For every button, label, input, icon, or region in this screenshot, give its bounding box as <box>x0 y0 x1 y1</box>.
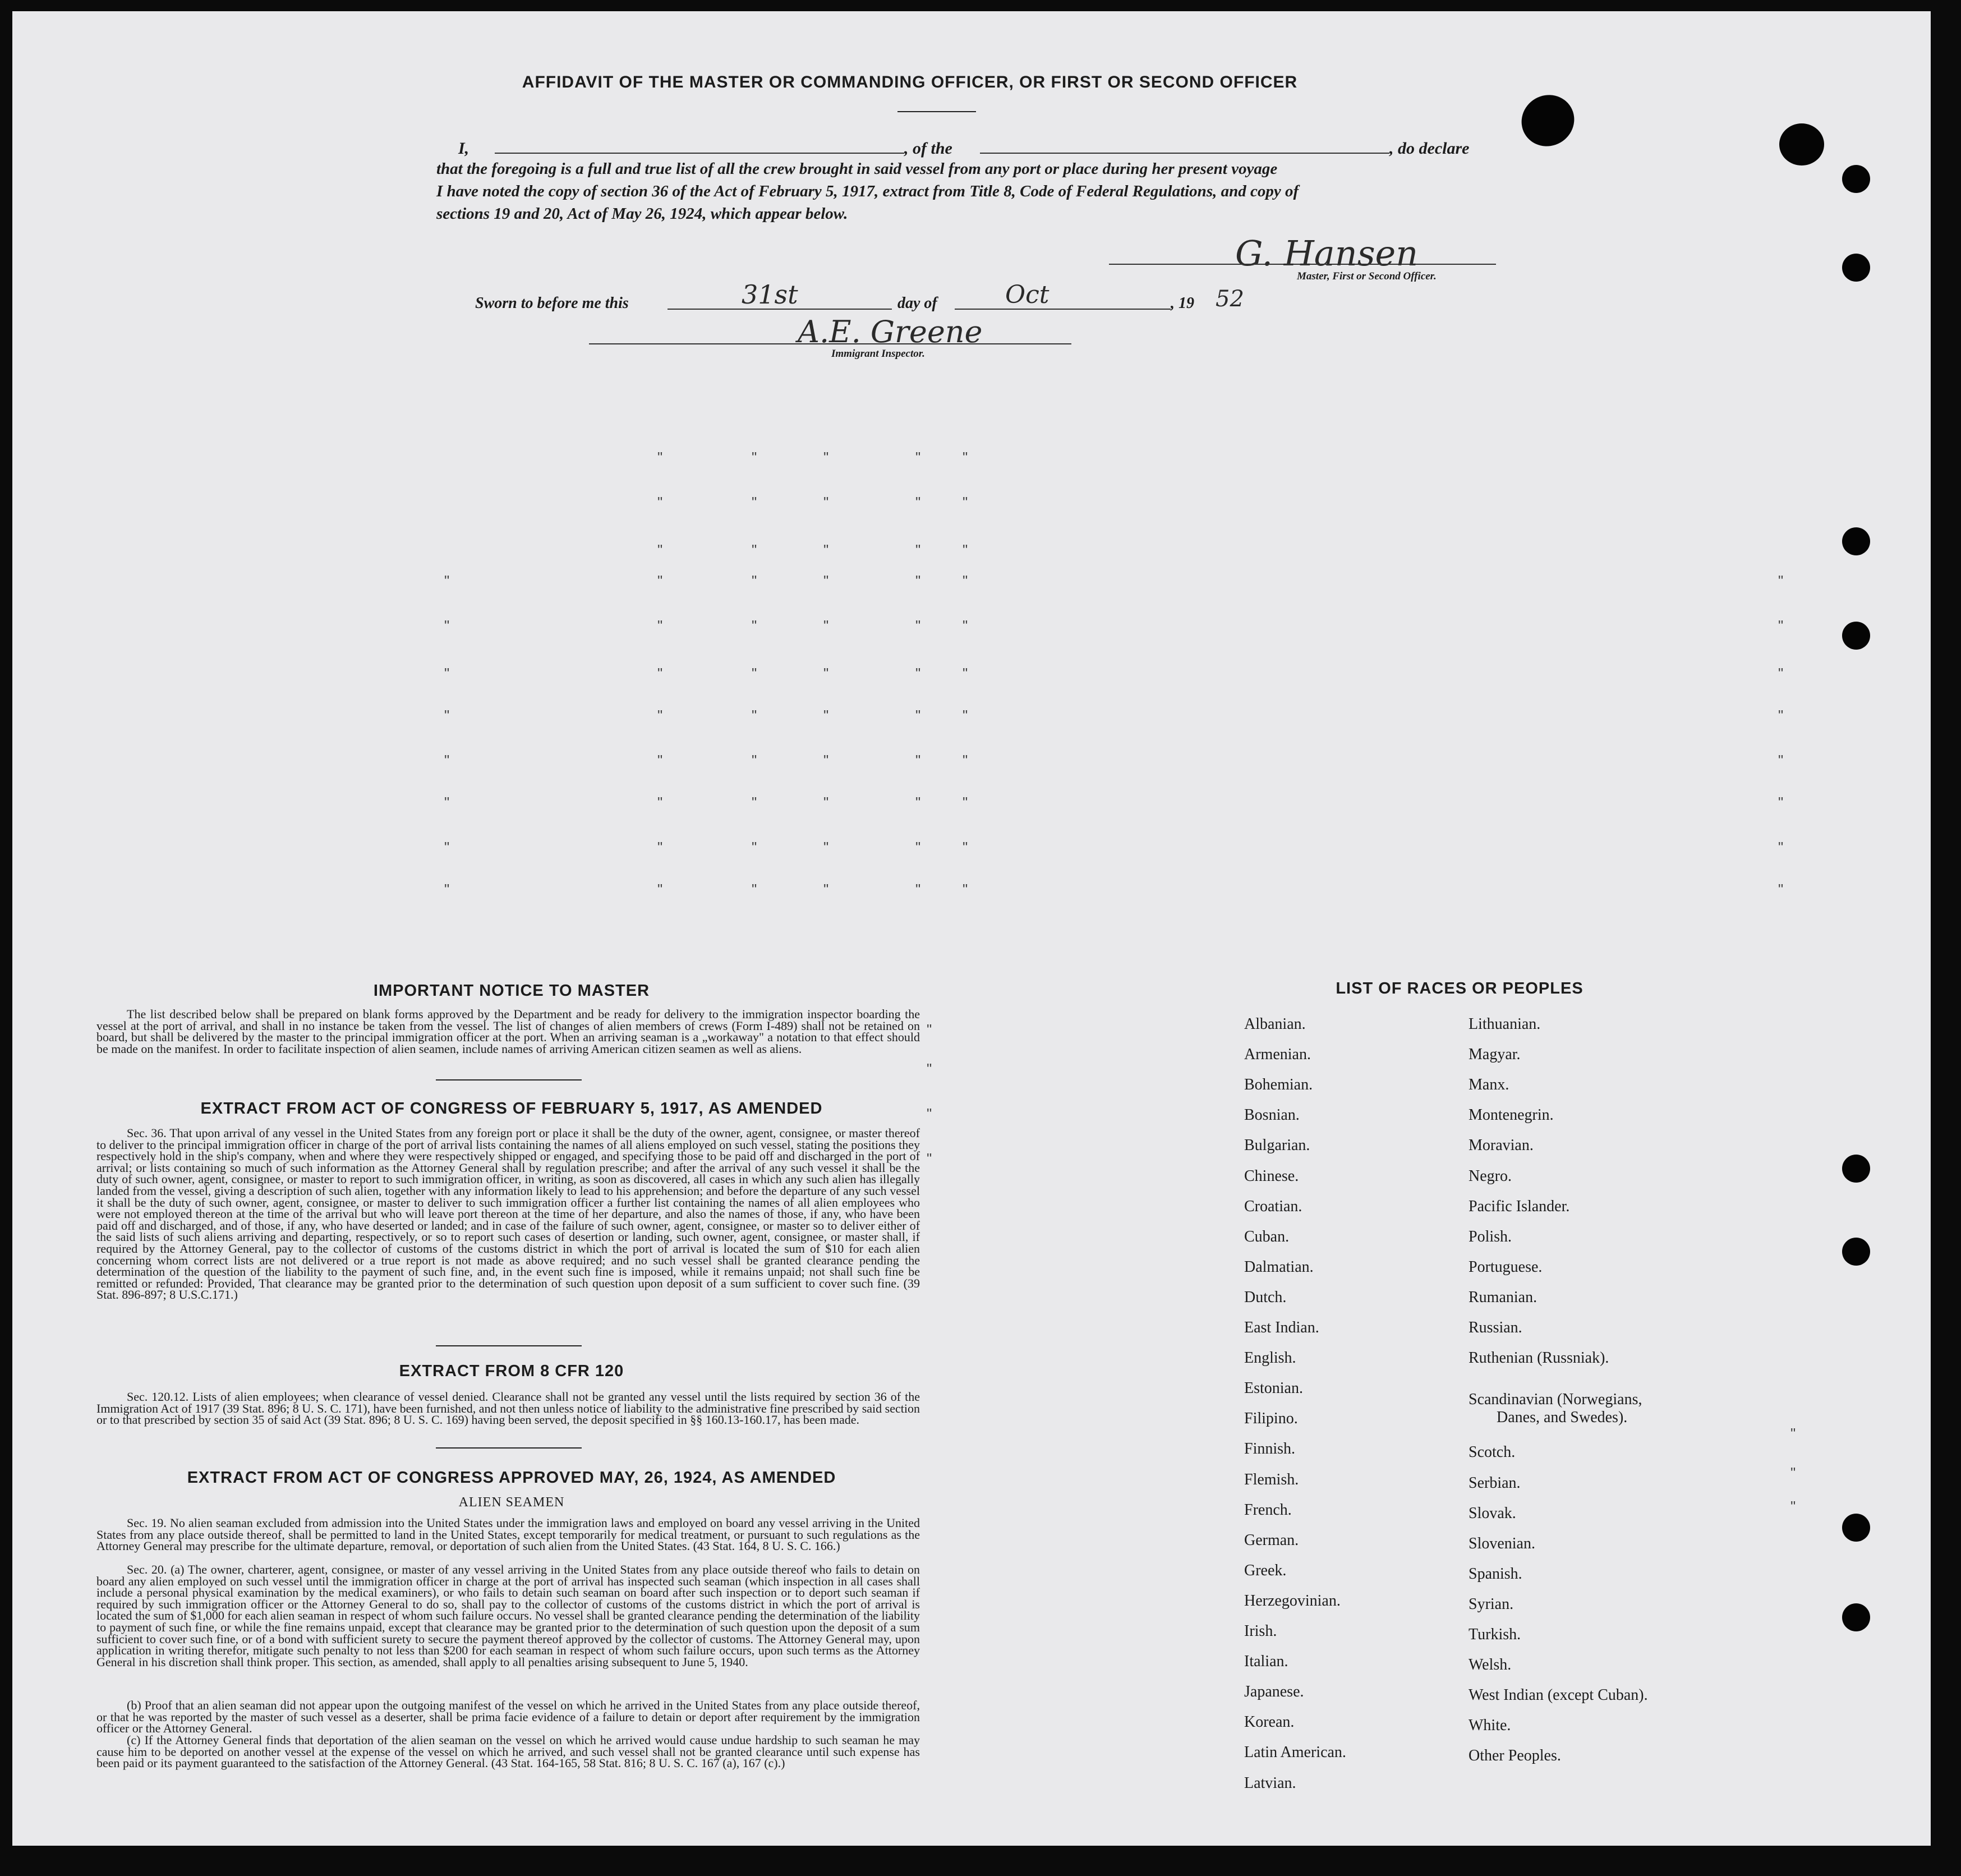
year-value: 52 <box>1216 286 1244 312</box>
ditto-mark: " <box>1778 839 1784 856</box>
race-item: Filipino. <box>1244 1410 1298 1428</box>
race-item: Montenegrin. <box>1469 1106 1554 1124</box>
declarant-name-field[interactable] <box>495 153 904 154</box>
races-title: LIST OF RACES OR PEOPLES <box>1336 980 1583 997</box>
race-item: Armenian. <box>1244 1046 1311 1064</box>
race-item: Rumanian. <box>1469 1288 1538 1306</box>
extract-1924-title: EXTRACT FROM ACT OF CONGRESS APPROVED MAY, 26, 1924, AS AMENDED <box>187 1469 836 1487</box>
ink-blot <box>1779 123 1824 165</box>
ditto-mark: " <box>752 572 757 589</box>
ditto-mark: " <box>823 794 829 811</box>
ditto-mark: " <box>823 881 829 898</box>
ditto-mark: " <box>657 881 663 898</box>
ditto-mark: " <box>915 541 921 558</box>
ditto-mark: " <box>1778 572 1784 589</box>
ditto-mark: " <box>915 752 921 769</box>
race-item: Dutch. <box>1244 1288 1287 1306</box>
ditto-mark: " <box>752 881 757 898</box>
alien-seamen-subtitle: ALIEN SEAMEN <box>458 1495 565 1510</box>
race-item: Spanish. <box>1469 1565 1522 1583</box>
race-item: Irish. <box>1244 1622 1277 1640</box>
race-item: Pacific Islander. <box>1469 1197 1570 1215</box>
ditto-mark: " <box>1790 1425 1796 1442</box>
punch-hole <box>1842 1603 1870 1631</box>
race-item: Latvian. <box>1244 1774 1296 1792</box>
race-item: Magyar. <box>1469 1046 1521 1064</box>
punch-hole <box>1842 254 1870 282</box>
vessel-name-field[interactable] <box>980 153 1389 154</box>
ditto-mark: " <box>444 707 450 724</box>
affidavit-body-3: sections 19 and 20, Act of May 26, 1924, which appear below. <box>436 205 848 223</box>
race-item: Greek. <box>1244 1561 1287 1579</box>
month-value: Oct <box>1005 281 1049 309</box>
ditto-mark: " <box>752 794 757 811</box>
punch-hole <box>1842 622 1870 650</box>
ditto-mark: " <box>1778 881 1784 898</box>
race-item: Manx. <box>1469 1076 1509 1094</box>
ditto-mark: " <box>963 881 968 898</box>
ditto-mark: " <box>963 449 968 466</box>
ditto-mark: " <box>823 572 829 589</box>
ditto-mark: " <box>657 617 663 634</box>
race-item: Danes, and Swedes). <box>1497 1409 1628 1427</box>
ditto-mark: " <box>657 752 663 769</box>
document-page <box>12 11 1931 1846</box>
race-item: Portuguese. <box>1469 1258 1543 1276</box>
race-item: Albanian. <box>1244 1015 1306 1033</box>
race-item: Serbian. <box>1469 1474 1521 1492</box>
ditto-mark: " <box>444 665 450 682</box>
ditto-mark: " <box>752 752 757 769</box>
race-item: Latin American. <box>1244 1744 1346 1762</box>
notice-text: The list described below shall be prepared on blank forms approved by the Department and be ready for delivery to the immigration inspector boarding the vessel at the port of arrival, and shall in no instance be taken from the vessel. The list of changes of alien members of crews (Form I-489) shall not be retained on board, but shall be delivered by the master to the principal immigration officer at the port. When an arriving seaman is a „workaway" a notation to that effect should be made on the manifest. In order to facilitate inspection of alien seamen, include names of arriving American citizen seamen as well as aliens. <box>96 1007 920 1056</box>
extract-cfr-text: Sec. 120.12. Lists of alien employees; when clearance of vessel denied. Clearance shall not be granted any vessel until the lists required by section 36 of the Immigration Act of 1917 (39 Stat. 896; 8 U. S. C. 171), have been furnished, and not then unless notice of liability to the administrative fine prescribed by said section or to that prescribed by section 35 of said Act (39 Stat. 896; 8 U. S. C. 169) having been served, the deposit specified in §§ 160.13-160.17, has been made. <box>96 1390 920 1427</box>
race-item: Italian. <box>1244 1653 1288 1671</box>
ditto-mark: " <box>657 707 663 724</box>
ditto-mark: " <box>444 617 450 634</box>
ditto-mark: " <box>927 1060 932 1077</box>
ditto-mark: " <box>752 541 757 558</box>
ditto-mark: " <box>657 794 663 811</box>
ditto-mark: " <box>752 839 757 856</box>
ditto-mark: " <box>963 541 968 558</box>
race-item: Dalmatian. <box>1244 1258 1314 1276</box>
ditto-mark: " <box>927 1150 932 1167</box>
race-item: Other Peoples. <box>1469 1747 1561 1765</box>
race-item: Ruthenian (Russniak). <box>1469 1349 1609 1367</box>
race-item: Korean. <box>1244 1713 1295 1731</box>
race-item: Syrian. <box>1469 1595 1514 1613</box>
punch-hole <box>1842 1514 1870 1542</box>
race-item: Bosnian. <box>1244 1106 1300 1124</box>
ditto-mark: " <box>915 665 921 682</box>
race-item: English. <box>1244 1349 1296 1367</box>
race-item: Russian. <box>1469 1319 1522 1336</box>
ditto-mark: " <box>1778 617 1784 634</box>
ditto-mark: " <box>444 839 450 856</box>
i-label: I, <box>458 139 469 158</box>
ditto-mark: " <box>1778 752 1784 769</box>
punch-hole <box>1842 1155 1870 1183</box>
ditto-mark: " <box>752 617 757 634</box>
ditto-mark: " <box>963 494 968 511</box>
affidavit-body-2: I have noted the copy of section 36 of the Act of February 5, 1917, extract from Title 8, Code of Federal Regulations, and copy of <box>436 182 1299 200</box>
race-item: Scandinavian (Norwegians, <box>1469 1391 1642 1409</box>
ditto-mark: " <box>1778 665 1784 682</box>
race-item: Estonian. <box>1244 1380 1303 1397</box>
race-item: Scotch. <box>1469 1443 1516 1461</box>
ditto-mark: " <box>963 839 968 856</box>
inspector-caption: Immigrant Inspector. <box>831 348 925 360</box>
extract-1924-sec20b: (b) Proof that an alien seaman did not appear upon the outgoing manifest of the vessel on which he arrived in the United States from any place outside thereof, or that he was reported by the master of such vessel as a deserter, shall be prima facie evidence of a failure to detain or deport after requirement by the immigration officer or the Attorney General. <box>96 1698 920 1736</box>
ditto-mark: " <box>444 572 450 589</box>
ditto-mark: " <box>963 752 968 769</box>
master-caption: Master, First or Second Officer. <box>1297 270 1437 282</box>
extract-1917-text: Sec. 36. That upon arrival of any vessel in the United States from any foreign port or place it shall be the duty of the owner, agent, consignee, or master thereof to deliver to the principal immigration officer in charge of the port of arrival lists containing the names of all aliens employed on such vessel, stating the positions they respectively hold in the ship's company, when and where they were respectively shipped or engaged, and specifying those to be paid off and discharged in the port of arrival; or lists containing so much of such information as the Attorney General shall by regulation prescribe; and after the arrival of any such vessel it shall be the duty of such owner, agent, consignee, or master to report to such immigration officer, in writing, as soon as discovered, all cases in which any such alien has illegally landed from the vessel, giving a description of such alien, together with any information likely to lead to his apprehension; and before the departure of any such vessel it shall be the duty of such owner, agent, consignee, or master to deliver to such immigration officer a further list containing the names of all alien employees who were not employed thereon at the time of the arrival but who will leave port thereon at the time of her departure, and also the names of those, if any, who have been paid off and discharged, and of those, if any, who have deserted or landed; and in case of the failure of such owner, agent, consignee, or master so to deliver either of the said lists of such aliens arriving and departing, respectively, or so to report such cases of desertion or landing, such owner, agent, consignee, or master shall, if required by the Attorney General, pay to the collector of customs of the customs district in which the port of arrival is located the sum of $10 for each alien concerning whom correct lists are not delivered or a true report is not made as above required; and no such vessel shall be granted clearance pending the determination of the question of the liability to the payment of such fine, and, in the event such fine is imposed, while it remains unpaid; not shall such fine be remitted or refunded: Provided, That clearance may be granted prior to the determination of such question upon deposit of a sum sufficient to cover such fine. (39 Stat. 896-897; 8 U.S.C.171.) <box>96 1126 920 1302</box>
race-item: Lithuanian. <box>1469 1015 1541 1033</box>
punch-hole <box>1842 165 1870 193</box>
sworn-label: Sworn to before me this <box>475 295 629 312</box>
ditto-mark: " <box>927 1021 932 1038</box>
master-signature-line <box>1109 264 1496 265</box>
ditto-mark: " <box>963 665 968 682</box>
master-signature: G. Hansen <box>1235 233 1419 274</box>
race-item: West Indian (except Cuban). <box>1469 1686 1648 1704</box>
ditto-mark: " <box>1790 1498 1796 1515</box>
of-the-label: , of the <box>904 139 952 158</box>
ditto-mark: " <box>915 794 921 811</box>
ditto-mark: " <box>915 449 921 466</box>
ditto-mark: " <box>823 839 829 856</box>
race-item: Slovak. <box>1469 1504 1516 1522</box>
ditto-mark: " <box>1778 707 1784 724</box>
title-rule <box>897 111 976 112</box>
ditto-mark: " <box>927 1105 932 1122</box>
race-item: Negro. <box>1469 1167 1512 1185</box>
ditto-mark: " <box>963 707 968 724</box>
extract-1924-sec20a: Sec. 20. (a) The owner, charterer, agent, consignee, or master of any vessel arriving in the United States from any place outside thereof who fails to detain on board any alien employed on such vessel until the immigration officer in charge at the port of arrival has inspected such seaman (which inspection in all cases shall include a personal physical examination by the medical examiners), or who fails to detain such seaman on board after such inspection or to deport such seaman if required by such immigration officer or the Attorney General to do so, shall pay to the collector of customs of the customs district in which the port of arrival is located the sum of $1,000 for each alien seaman in respect of whom such failure occurs. No vessel shall be granted clearance pending the determination of the liability to payment of such fine, or while the fine remains unpaid, except that clearance may be granted prior to the determination of such question upon the deposit of a sum sufficient to cover such fine, or of a bond with sufficient surety to secure the payment thereof approved by the collector of customs. The Attorney General may, upon application in writing therefor, mitigate such penalty to not less than $200 for each seaman in respect of whom such failure occurs, upon such terms as the Attorney General in his discretion shall think proper. This section, as amended, shall apply to all penalties arising subsequent to June 5, 1940. <box>96 1562 920 1669</box>
ditto-mark: " <box>915 494 921 511</box>
race-item: Welsh. <box>1469 1656 1512 1674</box>
ditto-mark: " <box>823 752 829 769</box>
ditto-mark: " <box>915 572 921 589</box>
extract-1924-sec19: Sec. 19. No alien seaman excluded from admission into the United States under the immigration laws and employed on board any vessel arriving in the United States from any place outside thereof, shall be permitted to land in the United States, except temporarily for medical treatment, or pursuant to such regulations as the Attorney General may prescribe for the ultimate departure, removal, or deportation of such alien from the United States. (43 Stat. 164, 8 U. S. C. 166.) <box>96 1516 920 1553</box>
ditto-mark: " <box>657 665 663 682</box>
ditto-mark: " <box>963 572 968 589</box>
ditto-mark: " <box>915 617 921 634</box>
ditto-mark: " <box>657 839 663 856</box>
race-item: Slovenian. <box>1469 1534 1535 1552</box>
race-item: Polish. <box>1469 1227 1512 1245</box>
race-item: Chinese. <box>1244 1167 1299 1185</box>
ditto-mark: " <box>444 752 450 769</box>
ditto-mark: " <box>444 794 450 811</box>
ditto-mark: " <box>1778 794 1784 811</box>
month-field[interactable] <box>955 309 1171 310</box>
ditto-mark: " <box>1790 1464 1796 1481</box>
race-item: Finnish. <box>1244 1440 1296 1458</box>
extract-1917-rule <box>436 1345 582 1346</box>
ditto-mark: " <box>752 449 757 466</box>
race-item: Japanese. <box>1244 1683 1304 1701</box>
extract-cfr-title: EXTRACT FROM 8 CFR 120 <box>399 1362 624 1380</box>
day-of-label: day of <box>897 295 937 312</box>
ditto-mark: " <box>752 494 757 511</box>
day-value: 31st <box>742 279 798 310</box>
ditto-mark: " <box>657 494 663 511</box>
ditto-mark: " <box>915 707 921 724</box>
ditto-mark: " <box>657 541 663 558</box>
extract-1917-title: EXTRACT FROM ACT OF CONGRESS OF FEBRUARY 5, 1917, AS AMENDED <box>200 1100 823 1118</box>
ditto-mark: " <box>657 449 663 466</box>
punch-hole <box>1842 1238 1870 1266</box>
ditto-mark: " <box>823 707 829 724</box>
race-item: Croatian. <box>1244 1197 1302 1215</box>
ditto-mark: " <box>657 572 663 589</box>
do-declare-label: , do declare <box>1389 139 1470 158</box>
punch-hole <box>1842 527 1870 555</box>
race-item: Herzegovinian. <box>1244 1592 1341 1610</box>
ditto-mark: " <box>752 665 757 682</box>
ditto-mark: " <box>963 617 968 634</box>
ditto-mark: " <box>823 494 829 511</box>
extract-1924-sec20c: (c) If the Attorney General finds that deportation of the alien seaman on the vessel on which he arrived would cause undue hardship to such seaman he may cause him to be deported on another vessel at the expense of the vessel on which he arrived, and such vessel shall not be granted clearance until such expense has been paid or its payment guaranteed to the satisfaction of the Attorney General. (43 Stat. 164-165, 58 Stat. 816; 8 U. S. C. 167 (a), 167 (c).) <box>96 1733 920 1771</box>
race-item: Bulgarian. <box>1244 1137 1310 1155</box>
race-item: Flemish. <box>1244 1470 1299 1488</box>
race-item: German. <box>1244 1531 1299 1549</box>
ditto-mark: " <box>963 794 968 811</box>
ink-blot <box>1512 85 1583 155</box>
race-item: White. <box>1469 1717 1511 1735</box>
ditto-mark: " <box>823 617 829 634</box>
affidavit-title: AFFIDAVIT OF THE MASTER OR COMMANDING OFFICER, OR FIRST OR SECOND OFFICER <box>522 73 1298 91</box>
ditto-mark: " <box>823 665 829 682</box>
race-item: Cuban. <box>1244 1227 1290 1245</box>
race-item: Turkish. <box>1469 1626 1521 1643</box>
notice-title: IMPORTANT NOTICE TO MASTER <box>373 982 650 1000</box>
race-item: French. <box>1244 1501 1292 1519</box>
year-prefix: , 19 <box>1171 295 1194 312</box>
ditto-mark: " <box>444 881 450 898</box>
race-item: Bohemian. <box>1244 1076 1313 1094</box>
inspector-signature: A.E. Greene <box>798 314 983 350</box>
race-item: Moravian. <box>1469 1137 1534 1155</box>
ditto-mark: " <box>823 449 829 466</box>
notice-rule <box>436 1079 582 1080</box>
ditto-mark: " <box>823 541 829 558</box>
extract-cfr-rule <box>436 1447 582 1449</box>
race-item: East Indian. <box>1244 1319 1319 1336</box>
affidavit-body-1: that the foregoing is a full and true list of all the crew brought in said vessel from any port or place during her present voyage <box>436 160 1278 178</box>
ditto-mark: " <box>915 881 921 898</box>
ditto-mark: " <box>752 707 757 724</box>
ditto-mark: " <box>915 839 921 856</box>
